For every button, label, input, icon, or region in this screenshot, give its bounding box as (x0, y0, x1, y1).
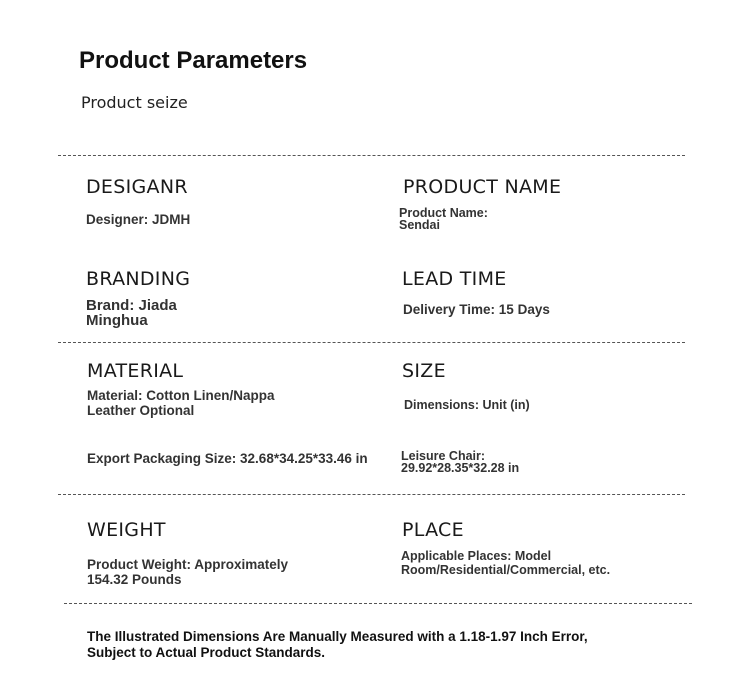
note-line2: Subject to Actual Product Standards. (87, 645, 326, 660)
weight-value (87, 557, 288, 587)
branding-value (86, 298, 177, 328)
page-title: Product Parameters (79, 47, 308, 74)
material-value (87, 388, 275, 418)
branding-line2: Minghua (86, 312, 148, 329)
branding-line1: Brand: Jiada (86, 297, 177, 314)
note-line1: The Illustrated Dimensions Are Manually Measured with a 1.18-1.97 Inch Error, (87, 629, 588, 644)
leisure-chair-line1: Leisure Chair: (401, 449, 486, 463)
branding-heading: BRANDING (86, 268, 191, 290)
weight-line1: Product Weight: Approximately (87, 557, 289, 572)
material-line1: Material: Cotton Linen/Nappa (87, 388, 275, 403)
measurement-note (87, 629, 607, 661)
product-name-heading: PRODUCT NAME (403, 176, 562, 198)
lead-time-value: Delivery Time: 15 Days (403, 302, 550, 317)
lead-time-heading: LEAD TIME (402, 268, 507, 290)
place-line2: Room/Residential/Commercial, etc. (401, 563, 611, 577)
material-heading: MATERIAL (87, 360, 184, 382)
size-value: Dimensions: Unit (in) (404, 398, 530, 412)
weight-line2: 154.32 Pounds (87, 572, 182, 587)
place-heading: PLACE (402, 519, 464, 541)
product-name-line1: Product Name: (399, 206, 488, 220)
divider (58, 155, 685, 156)
place-line1: Applicable Places: Model (401, 549, 552, 563)
place-value (401, 549, 610, 577)
material-line2: Leather Optional (87, 403, 195, 418)
designer-value: Designer: JDMH (86, 212, 191, 227)
divider (64, 603, 692, 604)
divider (58, 494, 685, 495)
product-name-value (399, 207, 488, 231)
product-name-line2: Sendai (399, 218, 440, 232)
export-packaging-value: Export Packaging Size: 32.68*34.25*33.46 in (87, 451, 368, 466)
page-subtitle: Product seize (81, 93, 188, 112)
divider (58, 342, 685, 343)
leisure-chair-line2: 29.92*28.35*32.28 in (401, 461, 520, 475)
leisure-chair-value (401, 450, 519, 474)
designer-heading: DESIGANR (86, 176, 188, 198)
weight-heading: WEIGHT (87, 519, 166, 541)
size-heading: SIZE (402, 360, 446, 382)
